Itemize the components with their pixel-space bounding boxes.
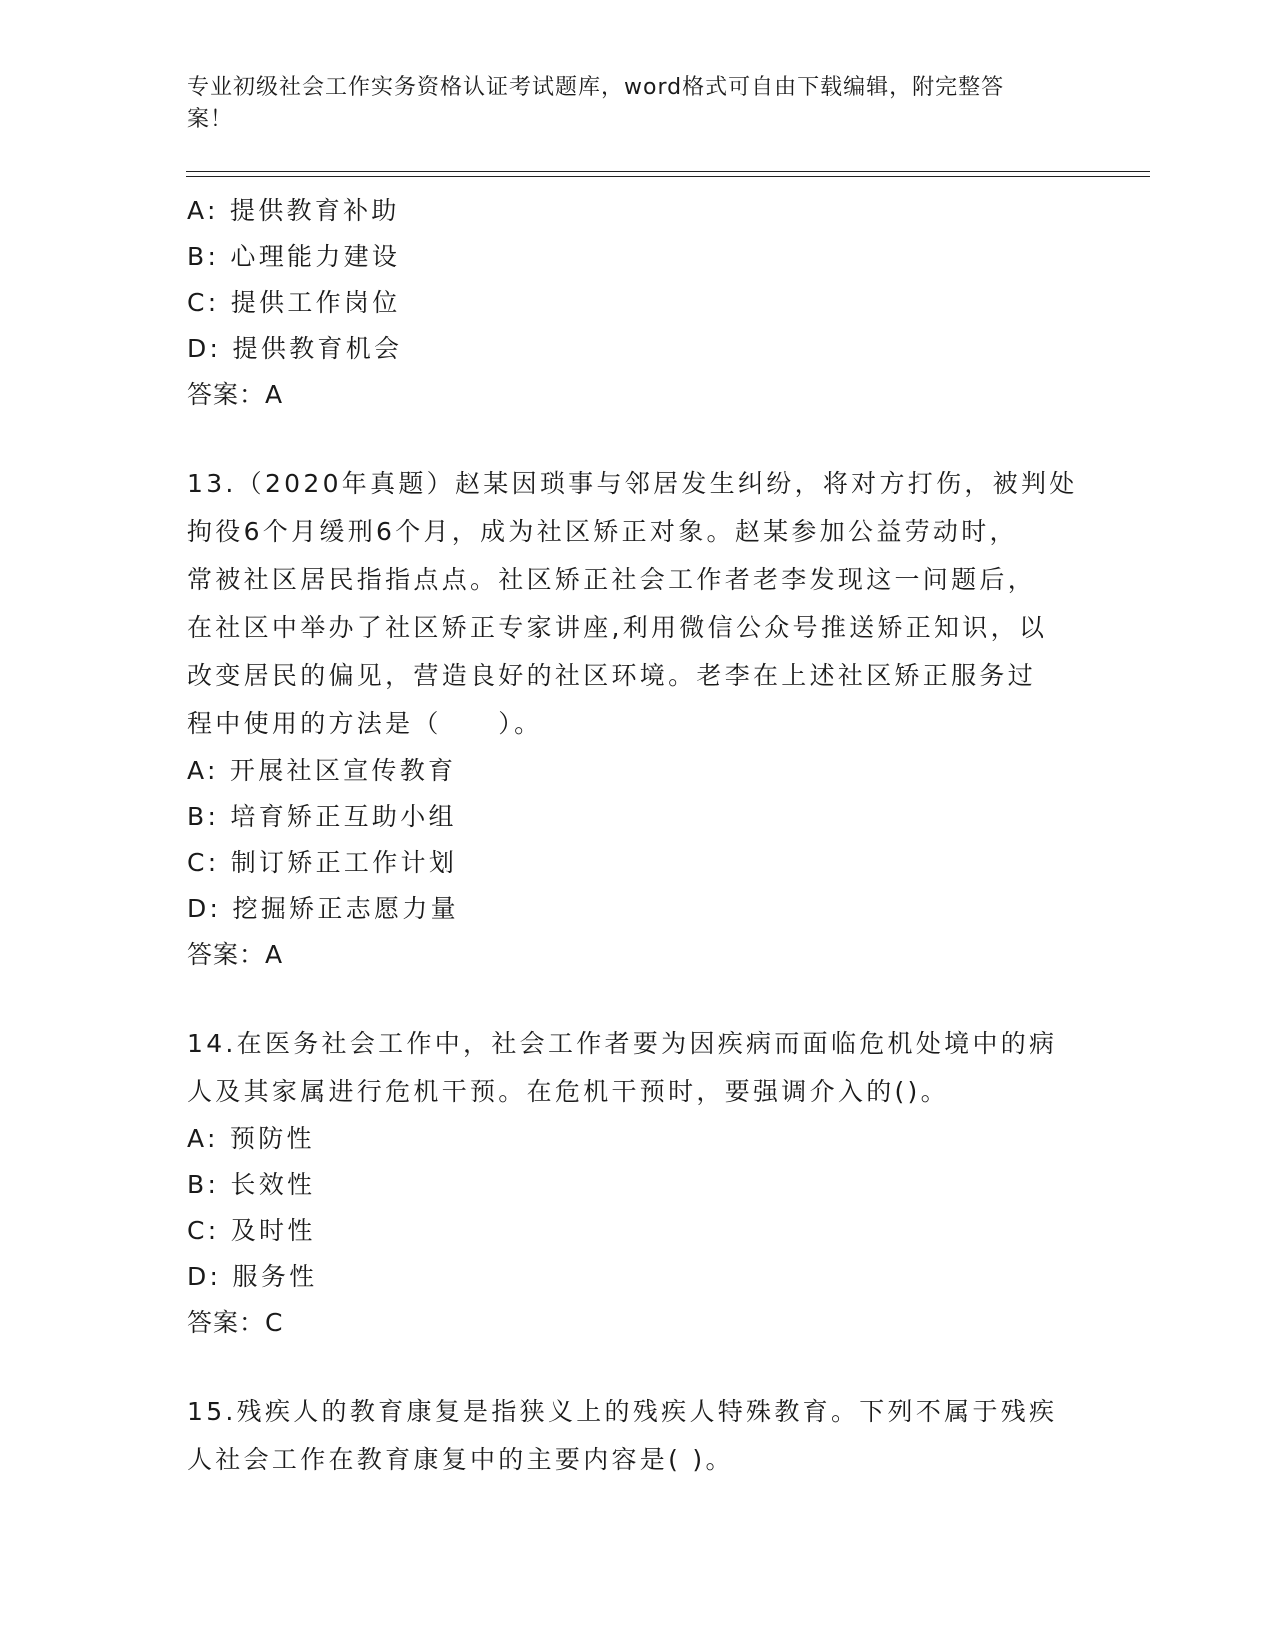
question-text-line: 在社区中举办了社区矫正专家讲座,利用微信公众号推送矫正知识，以 bbox=[187, 613, 1048, 642]
spacer bbox=[187, 978, 1087, 1020]
question-text-line: 拘役6个月缓刑6个月，成为社区矫正对象。赵某参加公益劳动时， bbox=[187, 517, 1018, 546]
option-c: C: 及时性 bbox=[187, 1216, 316, 1245]
option-b: B: 长效性 bbox=[187, 1170, 316, 1199]
document-header bbox=[187, 72, 1067, 136]
header-rule-bottom bbox=[186, 176, 1150, 177]
option-a: A: 预防性 bbox=[187, 1124, 315, 1153]
question-13 bbox=[187, 460, 1087, 978]
option-a: A: 提供教育补助 bbox=[187, 196, 400, 225]
option-d: D: 服务性 bbox=[187, 1262, 318, 1291]
question-12 bbox=[187, 188, 1087, 418]
header-line-1: 专业初级社会工作实务资格认证考试题库，word格式可自由下载编辑，附完整答 bbox=[187, 75, 1005, 100]
header-rule-top bbox=[186, 171, 1150, 172]
option-d: D: 提供教育机会 bbox=[187, 334, 403, 363]
option-b: B: 心理能力建设 bbox=[187, 242, 401, 271]
question-15 bbox=[187, 1388, 1087, 1484]
answer: 答案：A bbox=[187, 940, 284, 969]
answer: 答案：A bbox=[187, 380, 284, 409]
question-text-line: 15.残疾人的教育康复是指狭义上的残疾人特殊教育。下列不属于残疾 bbox=[187, 1397, 1058, 1426]
question-content bbox=[187, 188, 1087, 1484]
spacer bbox=[187, 1346, 1087, 1388]
option-c: C: 提供工作岗位 bbox=[187, 288, 401, 317]
question-text-line: 人及其家属进行危机干预。在危机干预时，要强调介入的()。 bbox=[187, 1077, 949, 1106]
question-text-line: 程中使用的方法是（ ）。 bbox=[187, 709, 543, 738]
header-line-2: 案！ bbox=[187, 107, 234, 132]
question-text-line: 13.（2020年真题）赵某因琐事与邻居发生纠纷，将对方打伤，被判处 bbox=[187, 469, 1078, 498]
option-c: C: 制订矫正工作计划 bbox=[187, 848, 458, 877]
question-text-line: 常被社区居民指指点点。社区矫正社会工作者老李发现这一问题后， bbox=[187, 565, 1037, 594]
question-14 bbox=[187, 1020, 1087, 1346]
option-b: B: 培育矫正互助小组 bbox=[187, 802, 457, 831]
question-text-line: 人社会工作在教育康复中的主要内容是( )。 bbox=[187, 1445, 734, 1474]
option-d: D: 挖掘矫正志愿力量 bbox=[187, 894, 459, 923]
spacer bbox=[187, 418, 1087, 460]
answer: 答案：C bbox=[187, 1308, 284, 1337]
option-a: A: 开展社区宣传教育 bbox=[187, 756, 457, 785]
question-text-line: 14.在医务社会工作中，社会工作者要为因疾病而面临危机处境中的病 bbox=[187, 1029, 1058, 1058]
question-text-line: 改变居民的偏见，营造良好的社区环境。老李在上述社区矫正服务过 bbox=[187, 661, 1037, 690]
